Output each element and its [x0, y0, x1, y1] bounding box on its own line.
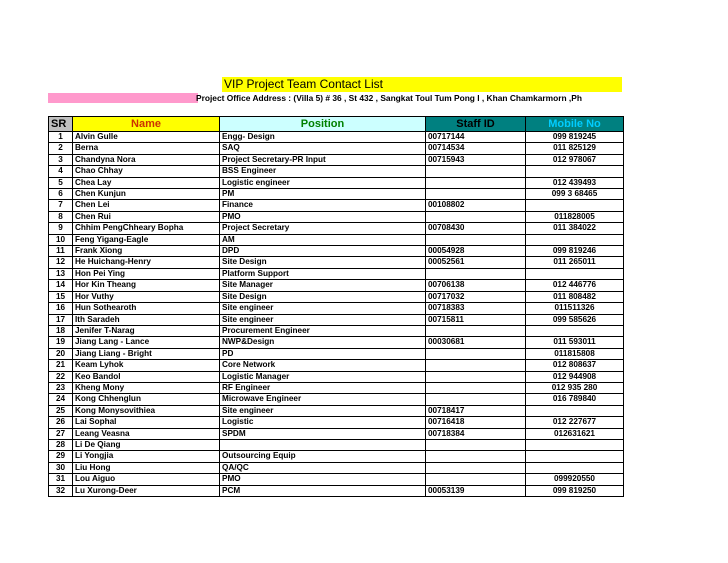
table-row	[49, 348, 624, 359]
cell-staff-id: 00030681	[426, 337, 526, 348]
cell-name: Chao Chhay	[73, 166, 220, 177]
cell-position: Outsourcing Equip	[220, 451, 426, 462]
cell-staff-id	[426, 211, 526, 222]
cell-mobile	[526, 439, 624, 450]
cell-staff-id	[426, 189, 526, 200]
table-row	[49, 337, 624, 348]
cell-mobile: 012 808637	[526, 360, 624, 371]
cell-mobile: 011 265011	[526, 257, 624, 268]
cell-staff-id: 00717144	[426, 132, 526, 143]
cell-sr: 4	[49, 166, 73, 177]
table-row	[49, 166, 624, 177]
table-row	[49, 417, 624, 428]
cell-sr: 22	[49, 371, 73, 382]
cell-position: Logistic engineer	[220, 177, 426, 188]
cell-mobile: 099 819246	[526, 246, 624, 257]
table-row	[49, 428, 624, 439]
cell-sr: 2	[49, 143, 73, 154]
table-row	[49, 268, 624, 279]
cell-position: Microwave Engineer	[220, 394, 426, 405]
table-row	[49, 257, 624, 268]
cell-position: SAQ	[220, 143, 426, 154]
cell-mobile	[526, 462, 624, 473]
cell-mobile: 012 446776	[526, 280, 624, 291]
cell-position: DPD	[220, 246, 426, 257]
cell-sr: 25	[49, 405, 73, 416]
cell-position: Site Manager	[220, 280, 426, 291]
table-row	[49, 474, 624, 485]
cell-position: QA/QC	[220, 462, 426, 473]
cell-staff-id	[426, 268, 526, 279]
column-header-staff-id: Staff ID	[426, 117, 526, 132]
cell-staff-id: 00718383	[426, 303, 526, 314]
cell-sr: 8	[49, 211, 73, 222]
table-row	[49, 439, 624, 450]
cell-mobile: 011 384022	[526, 223, 624, 234]
cell-sr: 32	[49, 485, 73, 496]
cell-mobile: 012 935 280	[526, 382, 624, 393]
cell-position: PCM	[220, 485, 426, 496]
cell-staff-id	[426, 325, 526, 336]
cell-sr: 24	[49, 394, 73, 405]
cell-mobile: 012 944908	[526, 371, 624, 382]
cell-position: Logistic	[220, 417, 426, 428]
cell-mobile	[526, 325, 624, 336]
column-header-name: Name	[73, 117, 220, 132]
cell-sr: 13	[49, 268, 73, 279]
cell-name: Leang Veasna	[73, 428, 220, 439]
cell-name: Keo Bandol	[73, 371, 220, 382]
cell-name: Lai Sophal	[73, 417, 220, 428]
table-row	[49, 189, 624, 200]
cell-name: Frank Xiong	[73, 246, 220, 257]
cell-name: Jiang Lang - Lance	[73, 337, 220, 348]
cell-staff-id: 00715943	[426, 154, 526, 165]
table-row	[49, 280, 624, 291]
table-row	[49, 246, 624, 257]
cell-mobile: 011 825129	[526, 143, 624, 154]
cell-name: Liu Hong	[73, 462, 220, 473]
table-row	[49, 394, 624, 405]
cell-sr: 20	[49, 348, 73, 359]
cell-staff-id: 00714534	[426, 143, 526, 154]
cell-position: Project Secretary-PR Input	[220, 154, 426, 165]
table-row	[49, 314, 624, 325]
cell-name: Kheng Mony	[73, 382, 220, 393]
cell-name: Li De Qiang	[73, 439, 220, 450]
table-row	[49, 360, 624, 371]
cell-sr: 12	[49, 257, 73, 268]
column-header-sr: SR	[49, 117, 73, 132]
table-row	[49, 291, 624, 302]
cell-name: Berna	[73, 143, 220, 154]
cell-sr: 6	[49, 189, 73, 200]
cell-mobile	[526, 268, 624, 279]
cell-name: Chen Kunjun	[73, 189, 220, 200]
cell-sr: 21	[49, 360, 73, 371]
table-row	[49, 405, 624, 416]
cell-staff-id: 00706138	[426, 280, 526, 291]
cell-sr: 1	[49, 132, 73, 143]
cell-mobile: 011 593011	[526, 337, 624, 348]
cell-sr: 15	[49, 291, 73, 302]
cell-name: Chea Lay	[73, 177, 220, 188]
cell-position: Site engineer	[220, 314, 426, 325]
cell-mobile: 011815808	[526, 348, 624, 359]
cell-staff-id	[426, 451, 526, 462]
cell-staff-id	[426, 394, 526, 405]
cell-sr: 30	[49, 462, 73, 473]
cell-mobile: 012 978067	[526, 154, 624, 165]
column-header-position: Position	[220, 117, 426, 132]
cell-name: Alvin Gulle	[73, 132, 220, 143]
cell-sr: 3	[49, 154, 73, 165]
cell-staff-id: 00108802	[426, 200, 526, 211]
cell-position: Core Network	[220, 360, 426, 371]
cell-position: Finance	[220, 200, 426, 211]
cell-name: He Huichang-Henry	[73, 257, 220, 268]
cell-sr: 18	[49, 325, 73, 336]
cell-mobile: 011 808482	[526, 291, 624, 302]
cell-mobile: 099 819250	[526, 485, 624, 496]
cell-staff-id: 00053139	[426, 485, 526, 496]
table-row	[49, 325, 624, 336]
cell-name: Chen Rui	[73, 211, 220, 222]
cell-sr: 16	[49, 303, 73, 314]
cell-sr: 9	[49, 223, 73, 234]
cell-staff-id	[426, 234, 526, 245]
cell-position: Platform Support	[220, 268, 426, 279]
cell-mobile	[526, 405, 624, 416]
cell-sr: 27	[49, 428, 73, 439]
cell-mobile	[526, 234, 624, 245]
cell-staff-id	[426, 177, 526, 188]
table-row	[49, 303, 624, 314]
cell-position: PM	[220, 189, 426, 200]
cell-mobile	[526, 166, 624, 177]
table-row	[49, 154, 624, 165]
cell-position: Logistic Manager	[220, 371, 426, 382]
cell-sr: 23	[49, 382, 73, 393]
cell-staff-id	[426, 371, 526, 382]
table-row	[49, 485, 624, 496]
cell-name: Lou Aiguo	[73, 474, 220, 485]
cell-sr: 14	[49, 280, 73, 291]
table-row	[49, 177, 624, 188]
cell-position: Site engineer	[220, 303, 426, 314]
cell-mobile: 012 439493	[526, 177, 624, 188]
cell-name: Hor Kin Theang	[73, 280, 220, 291]
cell-staff-id: 00717032	[426, 291, 526, 302]
cell-name: Hon Pei Ying	[73, 268, 220, 279]
cell-position: BSS Engineer	[220, 166, 426, 177]
cell-staff-id	[426, 462, 526, 473]
cell-position: Procurement Engineer	[220, 325, 426, 336]
table-row	[49, 132, 624, 143]
table-row	[49, 382, 624, 393]
cell-staff-id: 00052561	[426, 257, 526, 268]
sheet-title: VIP Project Team Contact List	[222, 77, 622, 92]
cell-position: Engg- Design	[220, 132, 426, 143]
table-row	[49, 223, 624, 234]
cell-mobile: 016 789840	[526, 394, 624, 405]
cell-staff-id	[426, 382, 526, 393]
office-address: Project Office Address : (Villa 5) # 36 , St 432 , Sangkat Toul Tum Pong I , Khan Chamkarmorn ,Ph	[196, 93, 582, 103]
cell-name: Chhim PengChheary Bopha	[73, 223, 220, 234]
table-row	[49, 371, 624, 382]
cell-staff-id: 00715811	[426, 314, 526, 325]
cell-staff-id: 00718384	[426, 428, 526, 439]
cell-position: Project Secretary	[220, 223, 426, 234]
cell-mobile: 011828005	[526, 211, 624, 222]
cell-position: Site Design	[220, 291, 426, 302]
cell-sr: 28	[49, 439, 73, 450]
cell-position: Site Design	[220, 257, 426, 268]
table-row	[49, 143, 624, 154]
cell-staff-id: 00716418	[426, 417, 526, 428]
cell-name: Keam Lyhok	[73, 360, 220, 371]
cell-mobile: 099920550	[526, 474, 624, 485]
cell-position: NWP&Design	[220, 337, 426, 348]
cell-position: Site engineer	[220, 405, 426, 416]
contact-table	[48, 116, 624, 497]
cell-name: Jenifer T-Narag	[73, 325, 220, 336]
cell-position: PMO	[220, 474, 426, 485]
cell-mobile	[526, 451, 624, 462]
column-header-mobile: Mobile No	[526, 117, 624, 132]
cell-sr: 29	[49, 451, 73, 462]
cell-mobile	[526, 200, 624, 211]
cell-sr: 5	[49, 177, 73, 188]
cell-mobile: 099 585626	[526, 314, 624, 325]
cell-staff-id	[426, 439, 526, 450]
cell-staff-id	[426, 474, 526, 485]
cell-staff-id: 00708430	[426, 223, 526, 234]
cell-name: Hun Sothearoth	[73, 303, 220, 314]
cell-sr: 17	[49, 314, 73, 325]
cell-mobile: 099 3 68465	[526, 189, 624, 200]
cell-name: Chandyna Nora	[73, 154, 220, 165]
table-row	[49, 451, 624, 462]
cell-name: Chen Lei	[73, 200, 220, 211]
address-color-bar	[48, 93, 198, 103]
cell-mobile: 012 227677	[526, 417, 624, 428]
cell-position: AM	[220, 234, 426, 245]
table-row	[49, 234, 624, 245]
cell-position: RF Engineer	[220, 382, 426, 393]
cell-name: Jiang Liang - Bright	[73, 348, 220, 359]
cell-mobile: 012631621	[526, 428, 624, 439]
cell-sr: 10	[49, 234, 73, 245]
cell-name: Hor Vuthy	[73, 291, 220, 302]
cell-position: SPDM	[220, 428, 426, 439]
cell-sr: 11	[49, 246, 73, 257]
cell-staff-id	[426, 166, 526, 177]
table-row	[49, 462, 624, 473]
cell-staff-id	[426, 348, 526, 359]
cell-mobile: 011511326	[526, 303, 624, 314]
cell-position: PMO	[220, 211, 426, 222]
cell-name: Feng Yigang-Eagle	[73, 234, 220, 245]
table-row	[49, 200, 624, 211]
cell-position	[220, 439, 426, 450]
cell-staff-id: 00718417	[426, 405, 526, 416]
cell-position: PD	[220, 348, 426, 359]
cell-mobile: 099 819245	[526, 132, 624, 143]
table-body	[49, 132, 624, 497]
cell-sr: 31	[49, 474, 73, 485]
cell-sr: 7	[49, 200, 73, 211]
table-row	[49, 211, 624, 222]
cell-sr: 26	[49, 417, 73, 428]
cell-name: Kong Chhenglun	[73, 394, 220, 405]
header-row	[49, 117, 624, 132]
cell-staff-id	[426, 360, 526, 371]
cell-staff-id: 00054928	[426, 246, 526, 257]
cell-name: Ith Saradeh	[73, 314, 220, 325]
cell-sr: 19	[49, 337, 73, 348]
cell-name: Kong Monysovithiea	[73, 405, 220, 416]
cell-name: Lu Xurong-Deer	[73, 485, 220, 496]
cell-name: Li Yongjia	[73, 451, 220, 462]
